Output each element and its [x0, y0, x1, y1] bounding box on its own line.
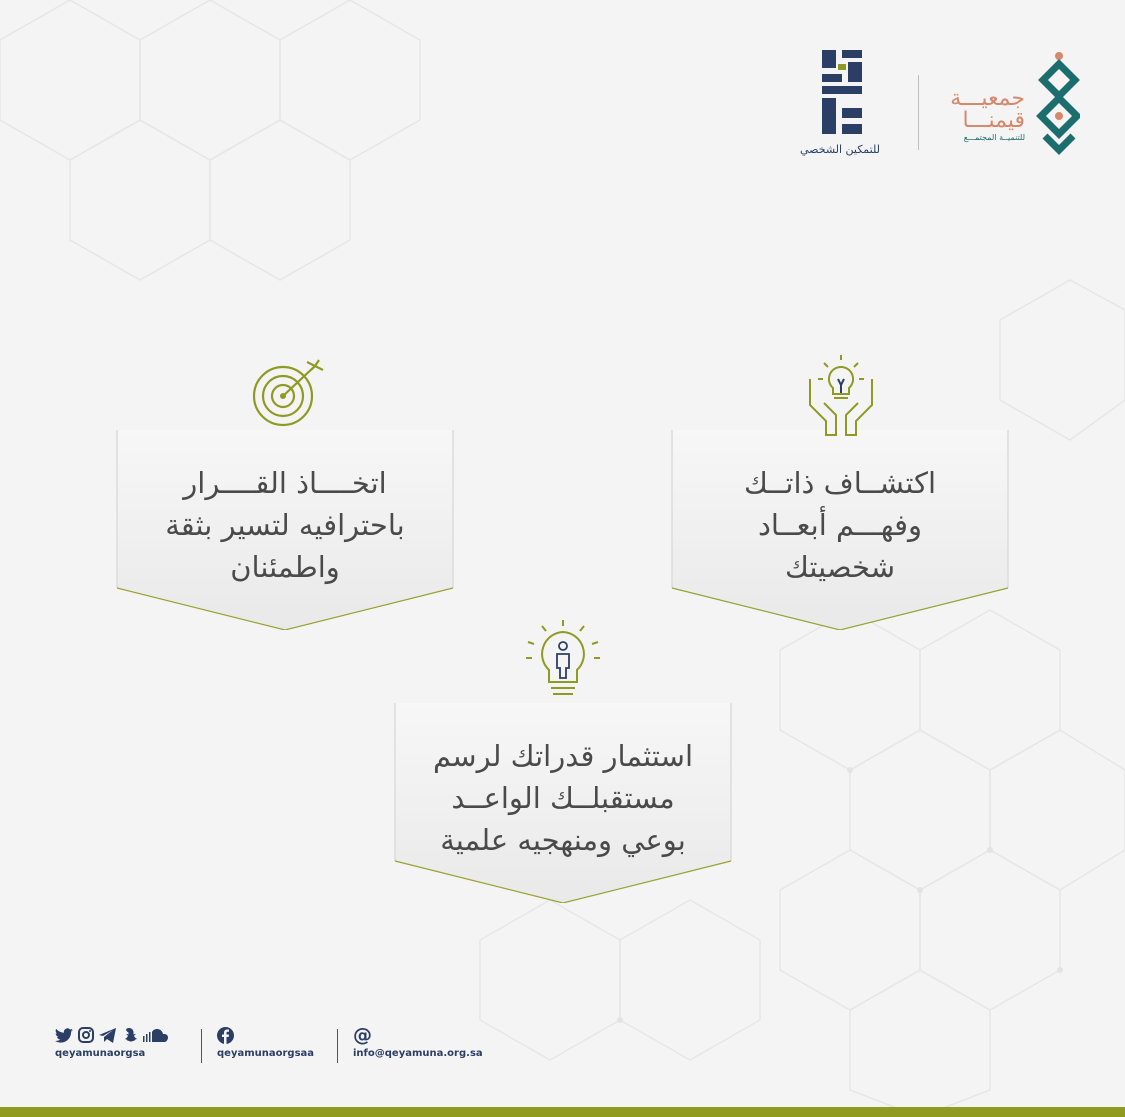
- footer-divider-1: [201, 1029, 202, 1063]
- lightbulb-hands-icon: [800, 355, 882, 437]
- telegram-icon[interactable]: [99, 1028, 116, 1043]
- invest-line1: استثمار قدراتك لرسم: [433, 739, 693, 773]
- decision-line3: واطمئنان: [230, 550, 340, 584]
- instagram-icon[interactable]: [78, 1027, 94, 1043]
- footer-contacts: [55, 1025, 515, 1075]
- empowerment-logo-mark: [820, 50, 864, 135]
- decision-line1: اتخــــاذ القــــرار: [183, 466, 387, 500]
- logo-divider: [918, 75, 919, 150]
- empowerment-logo-caption: للتمكين الشخصي: [800, 143, 880, 156]
- bottom-accent-bar: [0, 1107, 1125, 1117]
- association-emblem: [1035, 50, 1080, 160]
- at-sign-icon: @: [353, 1024, 372, 1046]
- decision-line2: باحترافيه لتسير بثقة: [165, 508, 405, 542]
- facebook-icon[interactable]: [217, 1027, 234, 1044]
- invest-line2: مستقبلــك الواعــد: [451, 781, 675, 815]
- email-group: [353, 1025, 483, 1059]
- lightbulb-person-icon: [520, 620, 606, 706]
- social-group: [55, 1025, 170, 1059]
- discover-card: [670, 430, 1010, 630]
- facebook-group: [217, 1025, 314, 1059]
- discover-line2: وفهـــم أبعــاد: [757, 508, 923, 542]
- discover-line3: شخصيتك: [784, 550, 896, 584]
- discover-line1: اكتشــاف ذاتــك: [743, 466, 937, 500]
- email-address[interactable]: info@qeyamuna.org.sa: [353, 1048, 483, 1059]
- invest-card: [393, 703, 733, 903]
- decision-card: [115, 430, 455, 630]
- soundcloud-icon[interactable]: [142, 1028, 170, 1042]
- association-wordmark: [950, 88, 1025, 144]
- empowerment-logo: [790, 45, 890, 165]
- target-icon: [245, 358, 327, 428]
- facebook-handle[interactable]: qeyamunaorgsaa: [217, 1048, 315, 1059]
- association-name-line2: قيمنـــا: [962, 108, 1025, 133]
- twitter-icon[interactable]: [55, 1028, 73, 1043]
- header-logos: [790, 45, 1080, 165]
- association-name-line1: جمعيـــة: [950, 86, 1025, 111]
- association-logo: [940, 50, 1080, 160]
- footer-divider-2: [337, 1029, 338, 1063]
- invest-line3: بوعي ومنهجيه علمية: [440, 823, 686, 857]
- association-name-line3: للتنميــة المجتمـــع: [963, 133, 1025, 142]
- social-handle[interactable]: qeyamunaorgsa: [55, 1048, 146, 1059]
- snapchat-icon[interactable]: [121, 1027, 137, 1043]
